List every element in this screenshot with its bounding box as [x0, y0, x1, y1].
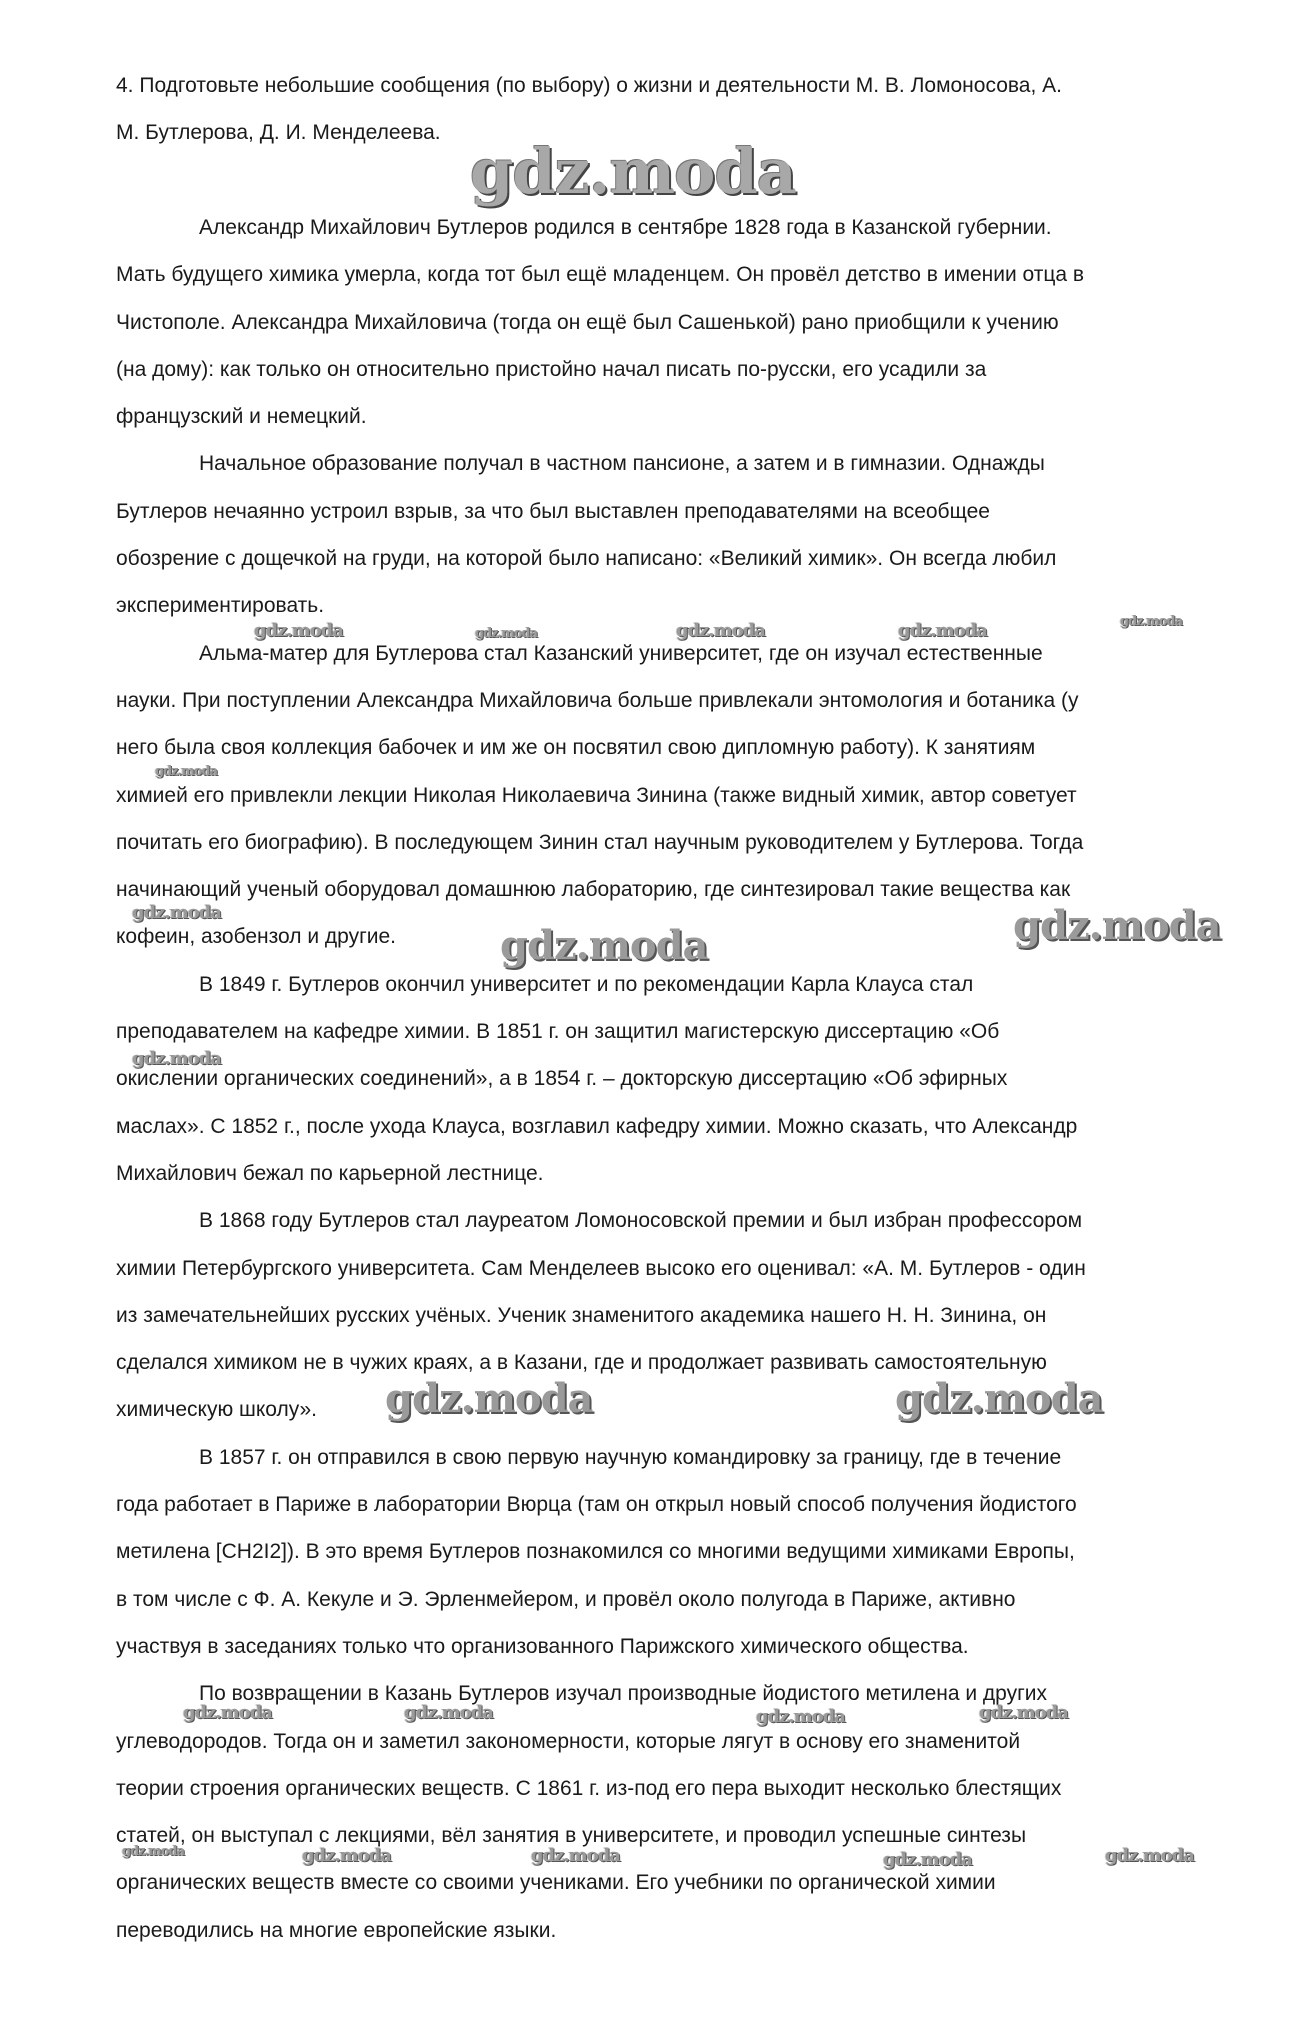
- watermark: gdz.moda: [122, 1844, 185, 1859]
- paragraph-line: участвуя в заседаниях только что организованного Парижского химического общества.: [116, 1634, 969, 1658]
- paragraph-line: сделался химиком не в чужих краях, а в Казани, где и продолжает развивать самостоятельную: [116, 1351, 1047, 1375]
- paragraph-first-line: Начальное образование получал в частном пансионе, а затем и в гимназии. Однажды: [199, 452, 1045, 476]
- paragraph-line: химическую школу».: [116, 1398, 318, 1422]
- paragraph-line: химией его привлекли лекции Николая Николаевича Зинина (также видный химик, автор советует: [116, 783, 1077, 807]
- paragraph-first-line: В 1868 году Бутлеров стал лауреатом Ломоносовской премии и был избран профессором: [199, 1209, 1083, 1233]
- paragraph-line: начинающий ученый оборудовал домашнюю лабораторию, где синтезировал такие вещества как: [116, 878, 1071, 902]
- paragraph-first-line: Александр Михайлович Бутлеров родился в сентябре 1828 года в Казанской губернии.: [199, 215, 1052, 239]
- paragraph-line: года работает в Париже в лаборатории Вюрца (там он открыл новый способ получения йодистого: [116, 1493, 1077, 1516]
- paragraph-line: химии Петербургского университета. Сам Менделеев высоко его оценивал: «А. М. Бутлеров - один: [116, 1256, 1086, 1280]
- watermark: gdz.moda: [385, 1375, 593, 1422]
- paragraph-line: него была своя коллекция бабочек и им же он посвятил свою дипломную работу). К занятиям: [116, 736, 1036, 760]
- watermark: gdz.moda: [254, 620, 343, 641]
- paragraph-line: Михайлович бежал по карьерной лестнице.: [116, 1161, 544, 1185]
- paragraph-line: почитать его биографию). В последующем Зинин стал научным руководителем у Бутлерова. Тогда: [116, 830, 1084, 854]
- paragraph-line: Бутлеров нечаянно устроил взрыв, за что был выставлен преподавателями на всеобщее: [116, 499, 990, 523]
- paragraph-line: французский и немецкий.: [116, 405, 367, 429]
- watermark: gdz.moda: [1120, 614, 1183, 629]
- watermark: gdz.moda: [1105, 1845, 1194, 1866]
- watermark: gdz.moda: [1013, 902, 1221, 949]
- watermark: gdz.moda: [676, 620, 765, 641]
- paragraph-line: преподавателем на кафедре химии. В 1851 г. он защитил магистерскую диссертацию «Об: [116, 1020, 1000, 1043]
- paragraph-first-line: В 1857 г. он отправился в свою первую научную командировку за границу, где в течение: [199, 1445, 1062, 1469]
- paragraph-line: из замечательнейших русских учёных. Ученик знаменитого академика нашего Н. Н. Зинина, он: [116, 1303, 1047, 1327]
- watermark: gdz.moda: [475, 626, 538, 641]
- paragraph-line: Мать будущего химика умерла, когда тот был ещё младенцем. Он провёл детство в имении отца в: [116, 263, 1085, 287]
- watermark: gdz.moda: [470, 135, 796, 208]
- watermark: gdz.moda: [404, 1702, 493, 1723]
- paragraph-line: обозрение с дощечкой на груди, на которой было написано: «Великий химик». Он всегда любил: [116, 547, 1057, 570]
- paragraph-line: метилена [CH2I2]). В это время Бутлеров познакомился со многими ведущими химиками Европы,: [116, 1540, 1075, 1564]
- watermark: gdz.moda: [155, 764, 218, 779]
- watermark: gdz.moda: [500, 922, 708, 969]
- paragraph-line: кофеин, азобензол и другие.: [116, 925, 397, 949]
- watermark: gdz.moda: [302, 1845, 391, 1866]
- watermark: gdz.moda: [898, 620, 987, 641]
- paragraph-line: Чистополе. Александра Михайловича (тогда он ещё был Сашенькой) рано приобщили к учению: [116, 310, 1059, 334]
- watermark: gdz.moda: [895, 1375, 1103, 1422]
- paragraph-line: органических веществ вместе со своими учениками. Его учебники по органической химии: [116, 1871, 996, 1895]
- paragraph-line: окислении органических соединений», а в 1854 г. – докторскую диссертацию «Об эфирных: [116, 1067, 1008, 1091]
- watermark: gdz.moda: [883, 1849, 972, 1870]
- watermark: gdz.moda: [979, 1702, 1068, 1723]
- watermark: gdz.moda: [183, 1702, 272, 1723]
- paragraph-line: углеводородов. Тогда он и заметил закономерности, которые лягут в основу его знаменитой: [116, 1729, 1021, 1753]
- paragraph-first-line: 4. Подготовьте небольшие сообщения (по выбору) о жизни и деятельности М. В. Ломоносова, А.: [116, 74, 1062, 97]
- watermark: gdz.moda: [531, 1845, 620, 1866]
- paragraph-first-line: В 1849 г. Бутлеров окончил университет и по рекомендации Карла Клауса стал: [199, 972, 974, 996]
- paragraph-line: М. Бутлерова, Д. И. Менделеева.: [116, 121, 441, 145]
- paragraph-first-line: Альма-матер для Бутлерова стал Казанский университет, где он изучал естественные: [199, 641, 1043, 665]
- watermark: gdz.moda: [132, 902, 221, 923]
- paragraph-line: теории строения органических веществ. С 1861 г. из-под его пера выходит несколько блестящих: [116, 1776, 1062, 1800]
- paragraph-line: экспериментировать.: [116, 594, 325, 618]
- paragraph-first-line: По возвращении в Казань Бутлеров изучал производные йодистого метилена и других: [199, 1682, 1048, 1706]
- watermark: gdz.moda: [132, 1048, 221, 1069]
- paragraph-line: маслах». С 1852 г., после ухода Клауса, возглавил кафедру химии. Можно сказать, что Александр: [116, 1114, 1078, 1138]
- paragraph-line: (на дому): как только он относительно пристойно начал писать по-русски, его усадили за: [116, 357, 987, 381]
- paragraph-line: переводились на многие европейские языки.: [116, 1918, 557, 1942]
- watermark: gdz.moda: [756, 1706, 845, 1727]
- paragraph-line: науки. При поступлении Александра Михайловича больше привлекали энтомология и ботаника (у: [116, 688, 1079, 712]
- paragraph-line: в том числе с Ф. А. Кекуле и Э. Эрленмейером, и провёл около полугода в Париже, активно: [116, 1587, 1016, 1611]
- paragraph-line: статей, он выступал с лекциями, вёл занятия в университете, и проводил успешные синтезы: [116, 1824, 1027, 1848]
